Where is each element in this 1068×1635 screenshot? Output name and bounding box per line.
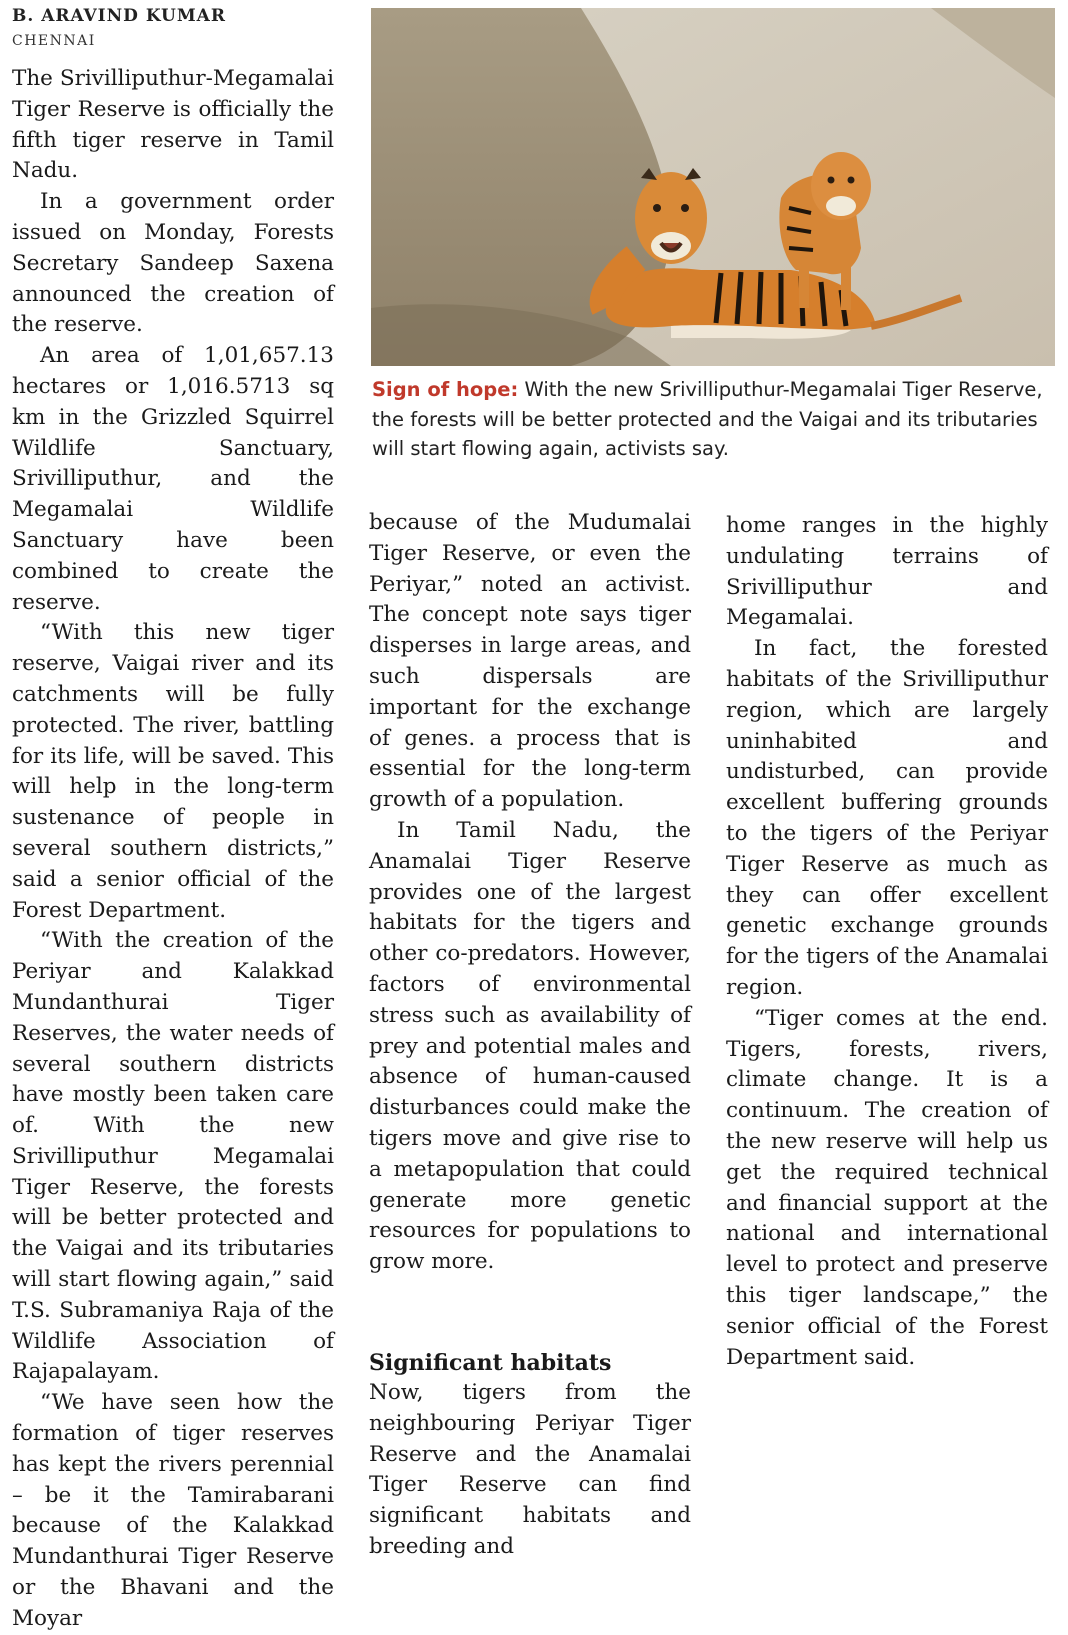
photo-caption [372, 375, 1052, 464]
paragraph: In fact, the forested habitats of the Srivilliputhur region, which are largely uninhabited and undisturbed, can provide excellent buffering grounds to the tigers of the Periyar Tiger Reserve as much as they can offer excellent genetic exchange grounds for the tigers of the Anamalai region. [726, 636, 1048, 1000]
paragraph: “We have seen how the formation of tiger reserves has kept the rivers perennial – be it the Tamirabarani because of the Kalakkad Mundanthurai Tiger Reserve or the Bhavani and the Moyar [12, 1390, 334, 1631]
paragraph: home ranges in the highly undulating terrains of Srivilliputhur and Megamalai. [726, 513, 1048, 631]
byline: B. ARAVIND KUMAR [12, 6, 226, 26]
paragraph: “With the creation of the Periyar and Kalakkad Mundanthurai Tiger Reserves, the water needs of several southern districts have mostly been taken care of. With the new Srivilliputhur Megamalai Tiger Reserve, the forests will be better protected and the Vaigai and its tributaries will start flowing again,” said T.S. Subramaniya Raja of the Wildlife Association of Rajapalayam. [12, 928, 334, 1385]
dateline: CHENNAI [12, 33, 96, 49]
paragraph: because of the Mudumalai Tiger Reserve, or even the Periyar,” noted an activist. The concept note says tiger disperses in large areas, and such dispersals are important for the exchange of genes. a process that is essential for the long-term growth of a population. [369, 510, 691, 813]
caption-text: With the new Srivilliputhur-Megamalai Tiger Reserve, the forests will be better protected and the Vaigai and its tributaries will start flowing again, activists say. [372, 378, 1043, 460]
article-column-1 [12, 64, 334, 1635]
paragraph: Now, tigers from the neighbouring Periyar Tiger Reserve and the Anamalai Tiger Reserve can find significant habitats and breeding and [369, 1379, 691, 1559]
paragraph: The Srivilliputhur-Megamalai Tiger Reserve is officially the fifth tiger reserve in Tamil Nadu. [12, 66, 334, 184]
tiger-photo-illustration [371, 8, 1055, 366]
article-column-3 [726, 511, 1048, 1373]
article-column-2 [369, 508, 691, 1563]
tiger-photo [371, 8, 1055, 366]
paragraph: “With this new tiger reserve, Vaigai river and its catchments will be fully protected. The river, battling for its life, will be saved. This will help in the long-term sustenance of people in several southern districts,” said a senior official of the Forest Department. [12, 620, 334, 923]
subhead: Significant habitats [369, 1349, 612, 1376]
paragraph: “Tiger comes at the end. Tigers, forests, rivers, climate change. It is a continuum. The creation of the new reserve will help us get the required technical and financial support at the national and international level to protect and preserve this tiger landscape,” the senior official of the Forest Department said. [726, 1005, 1048, 1370]
paragraph: In Tamil Nadu, the Anamalai Tiger Reserve provides one of the largest habitats for the tigers and other co-predators. However, factors of environmental stress such as availability of prey and potential males and absence of human-caused disturbances could make the tigers move and give rise to a metapopulation that could generate more genetic resources for populations to grow more. [369, 817, 691, 1275]
caption-lead: Sign of hope: [372, 378, 519, 401]
paragraph: An area of 1,01,657.13 hectares or 1,016.5713 sq km in the Grizzled Squirrel Wildlife Sanctuary, Srivilliputhur, and the Megamalai Wildlife Sanctuary have been combined to create the reserve. [12, 343, 334, 615]
paragraph: In a government order issued on Monday, Forests Secretary Sandeep Saxena announced the creation of the reserve. [12, 189, 334, 338]
